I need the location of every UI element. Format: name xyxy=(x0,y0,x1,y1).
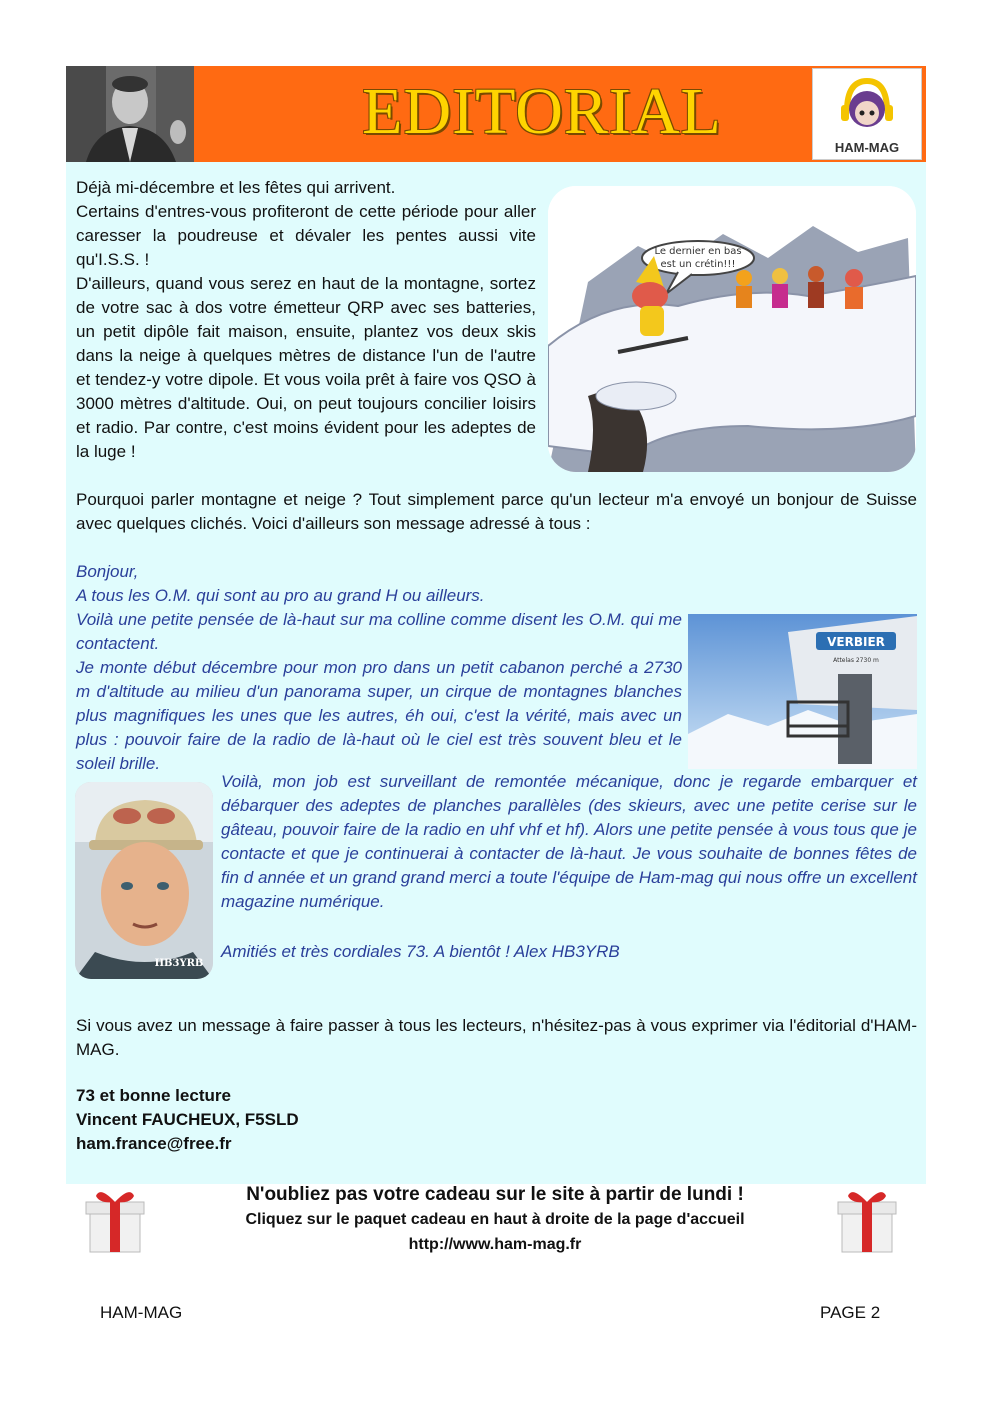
intro-paragraph-4: Pourquoi parler montagne et neige ? Tout simplement parce qu'un lecteur m'a envoyé un bonjour de Suisse avec quelques clichés. Voici d'ailleurs son message adressé à tous : xyxy=(76,490,917,533)
promo-headline: N'oubliez pas votre cadeau sur le site à partir de lundi ! xyxy=(246,1184,744,1205)
ski-station-photo xyxy=(688,614,917,769)
letter-line-4: Je monte début décembre pour mon pro dans un petit cabanon perché a 2730 m d'altitude au milieu d'un panorama super, un cirque de montagnes blanches plus magnifiques les unes que les autres, éh oui, c'est la vérité, mais avec un plus : pouvoir faire de la radio de là-haut où le ciel est très souvent bleu et le soleil brille. xyxy=(76,658,682,773)
signature-line-1: 73 et bonne lecture xyxy=(76,1086,231,1105)
alex-portrait-photo xyxy=(75,782,213,979)
intro-line-1: Déjà mi-décembre et les fêtes qui arrivent. xyxy=(76,178,396,197)
signature-name: Vincent FAUCHEUX, F5SLD xyxy=(76,1110,299,1129)
letter-signoff: Amitiés et très cordiales 73. A bientôt ! Alex HB3YRB xyxy=(221,942,620,961)
letter-line-5: Voilà, mon job est surveillant de remontée mécanique, donc je regarde embarquer et débarquer des adeptes de planches parallèles (des skieurs, avec une petite cerise sur le gâteau, pouvoir faire de la radio en uhf vhf et hf). Alors une petite pensée à vous tous que je contacte et que je continuerai à contacter de là-haut. Je vous souhaite de bonnes fêtes de fin d année et un grand grand merci a toute l'équipe de Ham-mag qui nous offre un excellent magazine numérique. xyxy=(221,772,917,911)
svg-text:est un crétin!!!: est un crétin!!! xyxy=(660,259,736,270)
speech-bubble-text: Le dernier en bas xyxy=(654,246,742,257)
station-sign-subtext: Attelas 2730 m xyxy=(833,657,879,664)
gift-icon[interactable] xyxy=(834,1184,900,1254)
ski-cartoon xyxy=(548,186,916,472)
portrait-caption: HB3YRB xyxy=(154,958,204,969)
letter-line-2: A tous les O.M. qui sont au pro au grand H ou ailleurs. xyxy=(76,586,485,605)
editor-photo xyxy=(66,66,194,162)
page-title: EDITORIAL xyxy=(362,75,722,148)
promo-instruction: Cliquez sur le paquet cadeau en haut à droite de la page d'accueil xyxy=(245,1211,745,1228)
ham-mag-logo xyxy=(812,68,922,160)
signature-email[interactable]: ham.france@free.fr xyxy=(76,1134,232,1153)
footer-page-number: PAGE 2 xyxy=(820,1303,881,1322)
promo-url-link[interactable]: http://www.ham-mag.fr xyxy=(408,1236,582,1253)
intro-paragraph-3: D'ailleurs, quand vous serez en haut de la montagne, sortez de votre sac à dos votre émetteur QRP avec ses batteries, un petit dipôle fait maison, ensuite, plantez vos deux skis dans la neige à quelques mètres de distance l'un de l'autre et tendez-y votre dipole. Et vous voila prêt à faire vos QSO à 3000 mètres d'altitude. Oui, on peut toujours concilier loisirs et radio. Par contre, c'est moins évident pour les adeptes de la luge ! xyxy=(76,274,536,461)
letter-line-3: Voilà une petite pensée de là-haut sur ma colline comme disent les O.M. qui me contactent. xyxy=(76,610,682,653)
closing-paragraph: Si vous avez un message à faire passer à tous les lecteurs, n'hésitez-pas à vous exprimer via l'éditorial d'HAM-MAG. xyxy=(76,1016,917,1059)
intro-paragraph-2: Certains d'entres-vous profiteront de cette période pour aller caresser la poudreuse et dévaler les pentes aussi vite qu'I.S.S. ! xyxy=(76,202,536,269)
logo-text: HAM-MAG xyxy=(834,140,900,155)
letter-greeting: Bonjour, xyxy=(76,562,139,581)
gift-icon[interactable] xyxy=(82,1184,148,1254)
station-sign-text: VERBIER xyxy=(827,635,885,649)
signature xyxy=(76,1084,299,1156)
editorial-header xyxy=(66,66,926,162)
footer-magazine-name: HAM-MAG xyxy=(100,1303,183,1322)
